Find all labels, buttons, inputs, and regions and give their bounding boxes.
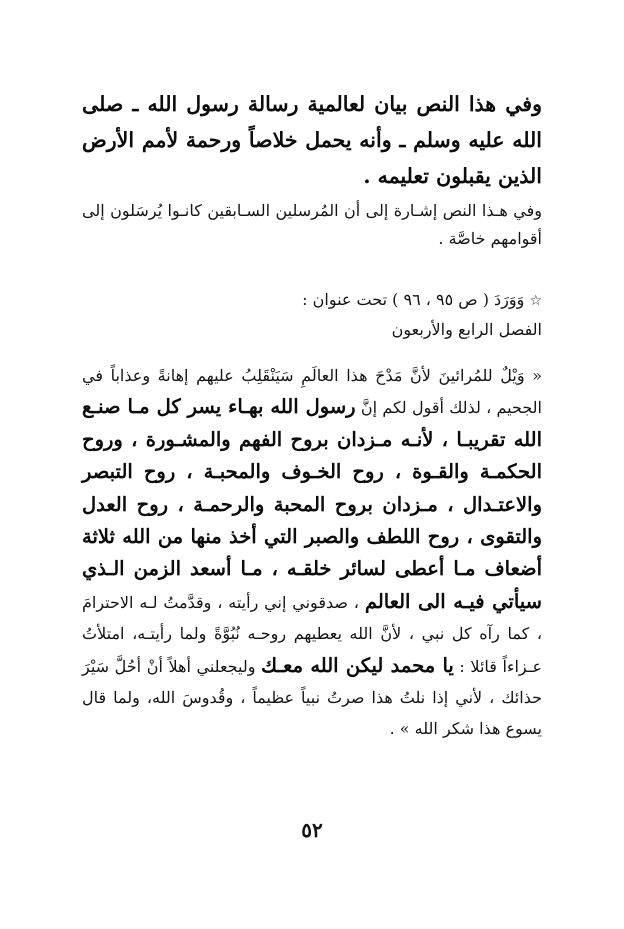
- quote-text-part-1: « وَيْلٌ للمُرائينَ لأنَّ مَدْحَ هذا العالَمِ سَيَنْقَلِبُ عليهم إهانةً وعذاباً في الجحيم ، لذلك أقول لكم إنَّ: [82, 366, 542, 418]
- quote-bold-part-1: رسول الله بهـاء يسر كل مـا صنـع الله تقريبـا ، لأنـه مـزدان بروح الفهم والمشـورة ، وروح الحكمـة والقـوة ، روح الخـوف والمحبـة ، روح التبصر والاعتـدال ، مـزدان بروح المحبة والرحمـة ، روح العدل والتقوى ، روح اللطف والصبر التي أخذ منها من الله ثلاثة أضعاف مـا أعطى لسائر خلقـه ، مـا أسعد الزمن الـذي سيأتي فيـه الى العالم: [82, 395, 542, 613]
- quote-text-part-2: ، صدقوني إني رأيته ، وقدَّمتُ لـه الاحترامَ ، كما رآه كل نبي ، لأنَّ الله يعطيهم روحـه نُبُوَّةً ولما رأيتـه، امتلأتُ عـزاءاً قائلا :: [82, 592, 542, 676]
- commentary-paragraph: وفي هـذا النص إشـارة إلى أن المُرسلين السـابقين كانـوا يُرسَلون إلى أقوامهم خاصَّة .: [82, 201, 542, 248]
- section-heading-text: وَوَرَدَ ( ص ٩٥ ، ٩٦ ) تحت عنوان :: [302, 290, 525, 309]
- section-heading: [82, 286, 542, 315]
- page-number: ٥٢: [301, 818, 323, 842]
- chapter-title: الفصل الرابع والأربعون: [391, 320, 542, 339]
- quote-bold-part-2: يا محمد ليكن الله معـك: [261, 653, 454, 677]
- quote-text-part-3: وليجعلني أهلاً أنْ أحُلَّ سَيْرَ حذائك ، لأني إذا نلتُ هذا صرتُ نبياً عظيماً ، وقُدوسَ الله، ولما قال يسوع هذا شكر الله » .: [82, 656, 542, 739]
- bold-commentary-paragraph: وفي هذا النص بيان لعالمية رسالة رسول الله ـ صلى الله عليه وسلم ـ وأنه يحمل خلاصاً ورحمة لأمم الأرض الذين يقبلون تعليمه .: [82, 92, 542, 188]
- star-icon: ☆: [529, 293, 542, 309]
- quoted-passage: [82, 360, 542, 745]
